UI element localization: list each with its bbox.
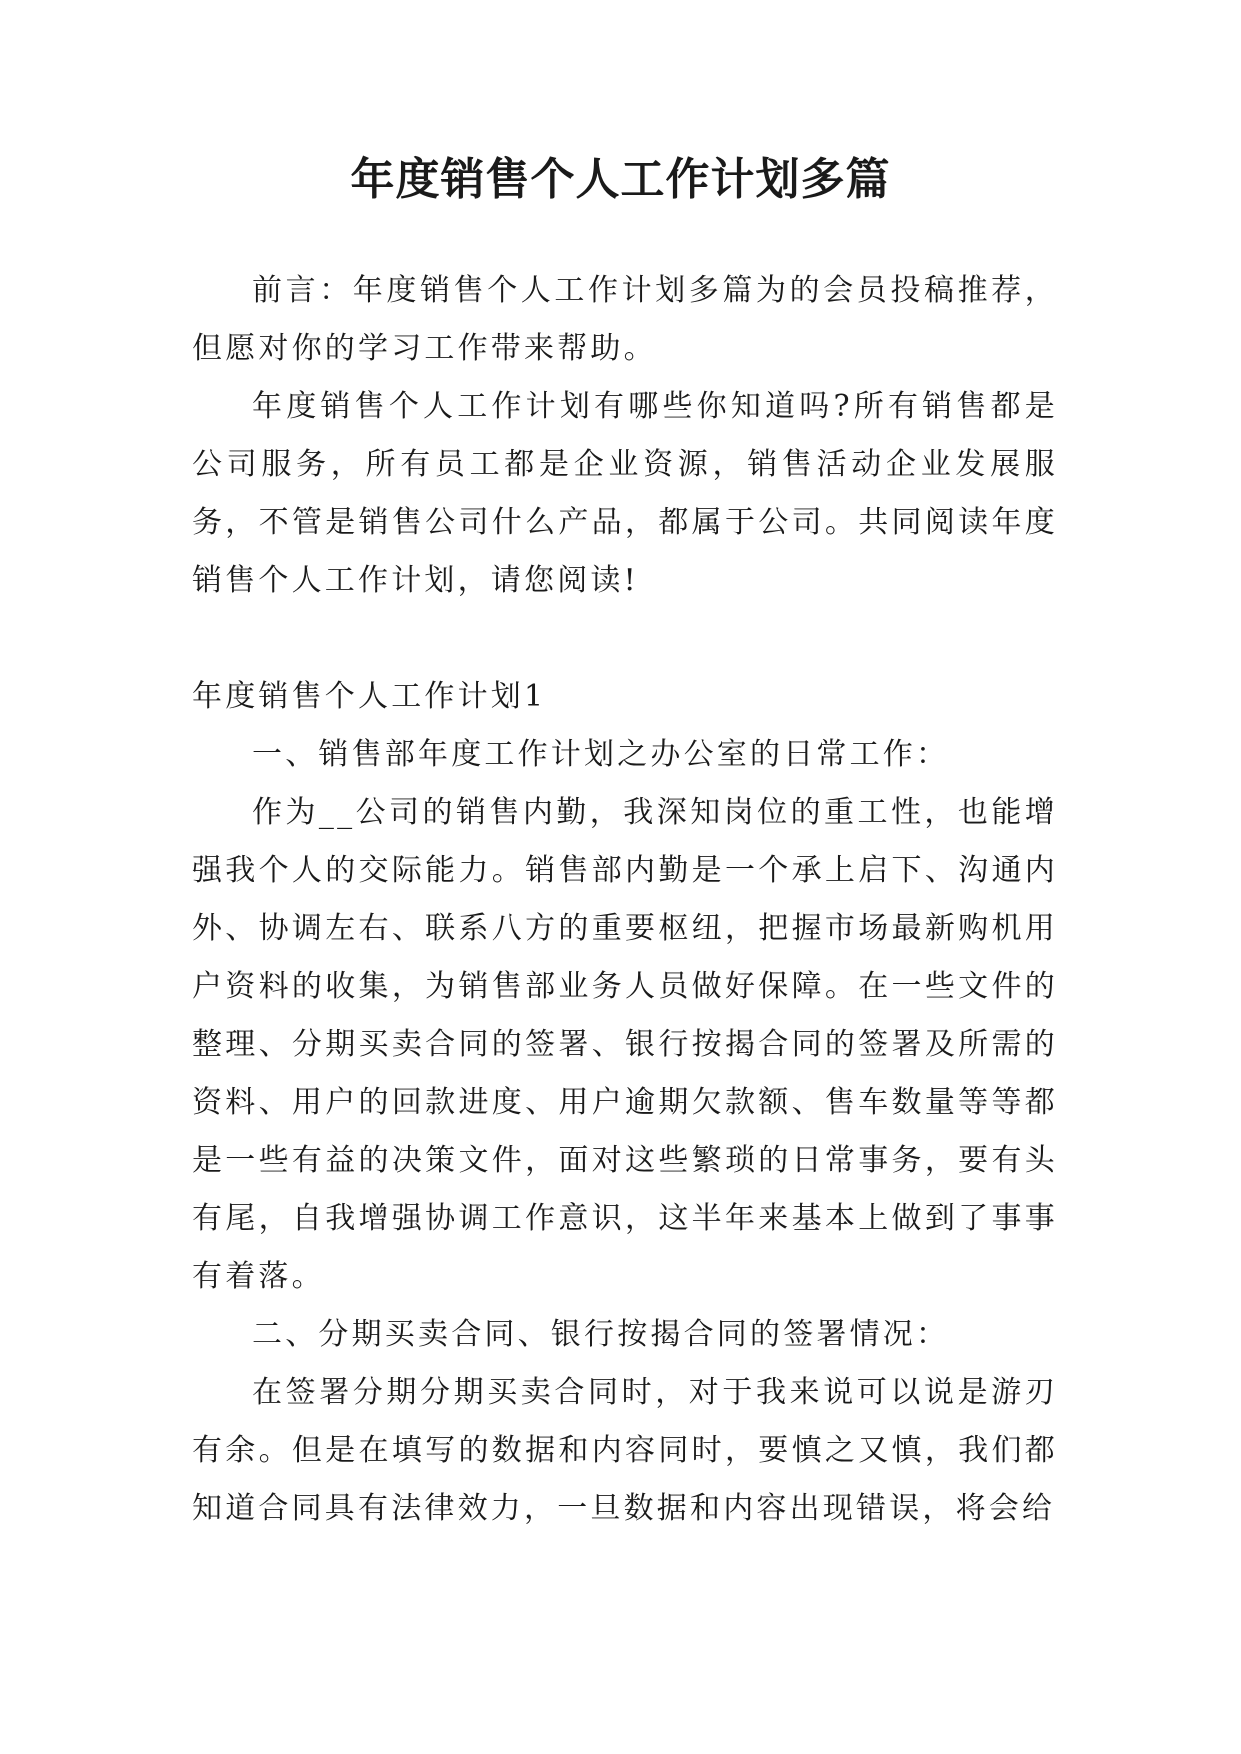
preface-paragraph: 前言：年度销售个人工作计划多篇为的会员投稿推荐，但愿对你的学习工作带来帮助。	[192, 273, 1058, 366]
subheading-contracts: 二、分期买卖合同、银行按揭合同的签署情况：	[252, 1317, 950, 1352]
document-title: 年度销售个人工作计划多篇	[350, 154, 891, 205]
subheading-office-work: 一、销售部年度工作计划之办公室的日常工作：	[252, 737, 950, 772]
body-paragraph: 在签署分期分期买卖合同时，对于我来说可以说是游刃有余。但是在填写的数据和内容同时，要慎之又慎，我们都知道合同具有法律效力，一旦数据和内容出现错误，将会给	[192, 1375, 1058, 1526]
document-body	[192, 262, 1058, 1538]
section-heading: 年度销售个人工作计划1	[192, 679, 547, 714]
body-paragraph: 作为__公司的销售内勤，我深知岗位的重工性，也能增强我个人的交际能力。销售部内勤是一个承上启下、沟通内外、协调左右、联系八方的重要枢纽，把握市场最新购机用户资料的收集，为销售部业务人员做好保障。在一些文件的整理、分期买卖合同的签署、银行按揭合同的签署及所需的资料、用户的回款进度、用户逾期欠款额、售车数量等等都是一些有益的决策文件，面对这些繁琐的日常事务，要有头有尾，自我增强协调工作意识，这半年来基本上做到了事事有着落。	[192, 795, 1058, 1294]
intro-paragraph: 年度销售个人工作计划有哪些你知道吗?所有销售都是公司服务，所有员工都是企业资源，销售活动企业发展服务，不管是销售公司什么产品，都属于公司。共同阅读年度销售个人工作计划，请您阅读!	[192, 389, 1058, 598]
